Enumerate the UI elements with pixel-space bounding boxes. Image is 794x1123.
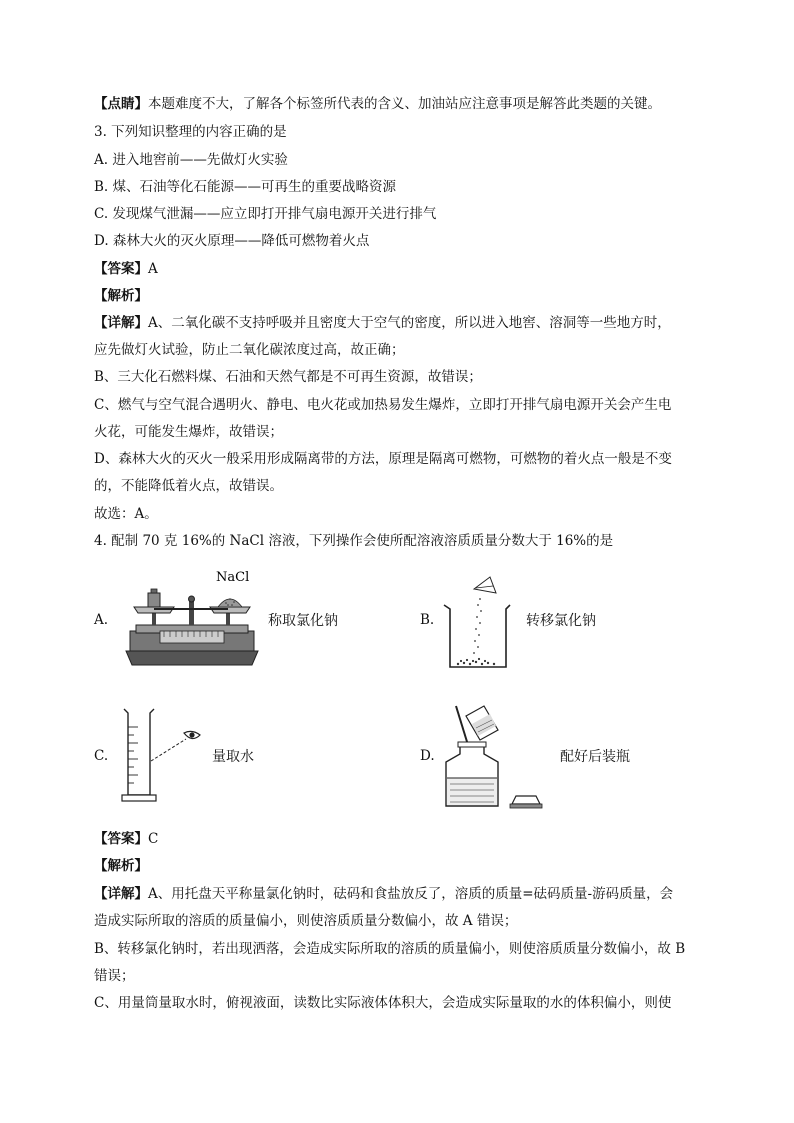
q3-option-d: D. 森林大火的灭火原理——降低可燃物着火点: [94, 233, 370, 249]
q4-detail-line-4: 错误；: [94, 968, 135, 984]
q4-answer: [94, 830, 714, 848]
answer-value: C: [148, 831, 159, 847]
reagent-bottle-icon: [440, 702, 550, 814]
q4-detail-line-2: 造成实际所取的溶质的质量偏小，则使溶质质量分数偏小，故 A 错误；: [94, 913, 518, 929]
q3-option-a: A. 进入地窖前——先做灯火实验: [94, 152, 288, 168]
figure-b-caption: 转移氯化钠: [526, 613, 596, 629]
q4-analysis-tag: [94, 857, 714, 875]
q3-analysis-tag: [94, 287, 714, 305]
beaker-pour-icon: [440, 575, 520, 675]
figure-a-letter: A.: [94, 612, 109, 628]
q3-answer: [94, 260, 714, 278]
analysis-tag: 【解析】: [94, 858, 148, 874]
answer-value: A: [148, 261, 158, 277]
q3-detail-line-2: 应先做灯火试验，防止二氧化碳浓度过高，故正确；: [94, 342, 405, 358]
figure-d-caption: 配好后装瓶: [560, 749, 630, 765]
detail-text: A、二氧化碳不支持呼吸并且密度大于空气的密度，所以进入地窖、溶洞等一些地方时，: [148, 315, 671, 331]
q3-detail-line-4: C、燃气与空气混合遇明火、静电、电火花或加热易发生爆炸，立即打开排气扇电源开关会产生电: [94, 397, 672, 413]
balance-scale-icon: [122, 565, 262, 670]
detail-tag: 【详解】: [94, 886, 148, 902]
figure-c-caption: 量取水: [212, 749, 254, 765]
q3-option-c: C. 发现煤气泄漏——应立即打开排气扇电源开关进行排气: [94, 206, 437, 222]
figure-b-letter: B.: [420, 612, 435, 628]
q3-option-b: B. 煤、石油等化石能源——可再生的重要战略资源: [94, 179, 397, 195]
q4-stem: 4. 配制 70 克 16%的 NaCl 溶液，下列操作会使所配溶液溶质质量分数大于 16%的是: [94, 533, 614, 549]
q3-detail-line-3: B、三大化石燃料煤、石油和天然气都是不可再生资源，故错误；: [94, 369, 482, 385]
comment-line: [94, 95, 714, 113]
q3-detail-line-6: D、森林大火的灭火一般采用形成隔离带的方法，原理是隔离可燃物，可燃物的着火点一般是不变: [94, 451, 672, 467]
q3-detail-line-1: [94, 314, 714, 332]
comment-text: 本题难度不大，了解各个标签所代表的含义、加油站应注意事项是解答此类题的关键。: [148, 96, 661, 112]
detail-text: A、用托盘天平称量氯化钠时，砝码和食盐放反了，溶质的质量=砝码质量-游码质量，会: [148, 886, 674, 902]
nacl-label: NaCl: [216, 570, 250, 585]
figure-a-caption: 称取氯化钠: [268, 613, 338, 629]
q3-conclusion: 故选：A。: [94, 506, 158, 522]
q4-detail-line-1: [94, 885, 714, 903]
q4-detail-line-5: C、用量筒量取水时，俯视液面，读数比实际液体体积大，会造成实际量取的水的体积偏小，则使: [94, 995, 672, 1011]
detail-tag: 【详解】: [94, 315, 148, 331]
figure-c-letter: C.: [94, 748, 109, 764]
q4-detail-line-3: B、转移氯化钠时，若出现洒落，会造成实际所取的溶质的质量偏小，则使溶质质量分数偏小，故 B: [94, 941, 686, 957]
graduated-cylinder-icon: [118, 705, 208, 805]
comment-tag: 【点睛】: [94, 96, 148, 112]
analysis-tag: 【解析】: [94, 288, 148, 304]
q3-detail-line-5: 火花，可能发生爆炸，故错误；: [94, 424, 283, 440]
q3-detail-line-7: 的，不能降低着火点，故错误。: [94, 478, 283, 494]
q3-stem: 3. 下列知识整理的内容正确的是: [94, 124, 287, 140]
answer-tag: 【答案】: [94, 831, 148, 847]
figure-d-letter: D.: [420, 748, 435, 764]
answer-tag: 【答案】: [94, 261, 148, 277]
